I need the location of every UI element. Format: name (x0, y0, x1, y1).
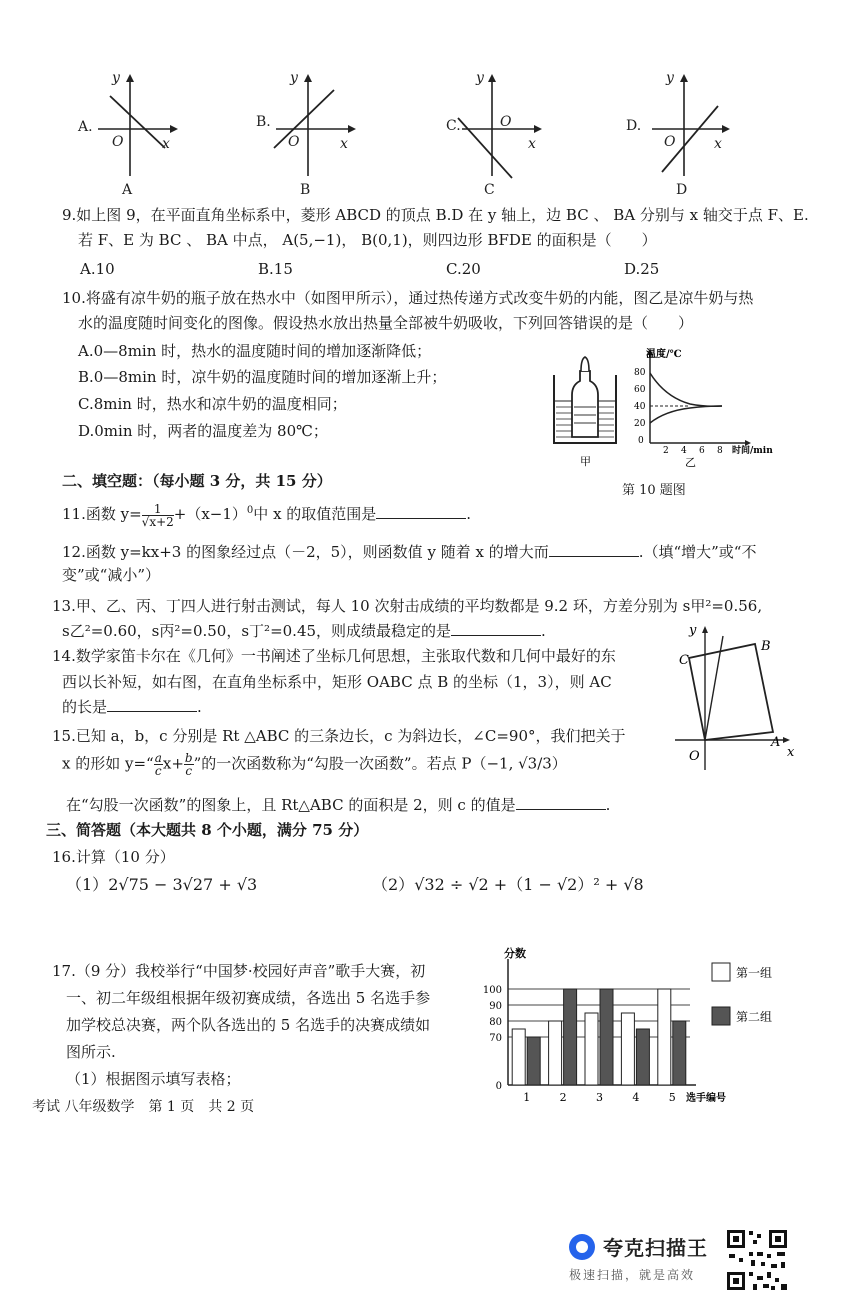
q15-mid: x+ (162, 754, 184, 773)
q13-end: . (541, 622, 546, 640)
q10-caption: 第 10 题图 (622, 483, 686, 498)
graph-a-x: x (162, 136, 170, 152)
ytick-100: 100 (482, 985, 502, 996)
q9-line1: 9.如上图 9，在平面直角坐标系中，菱形 ABCD 的顶点 B.D 在 y 轴上，边 BC 、 BA 分别与 x 轴交于点 F、E. (62, 206, 809, 224)
brand-logo-icon (569, 1234, 595, 1260)
graph-d-x: x (714, 136, 722, 152)
q14-line2: 西以长补短，如右图，在直角坐标系中，矩形 OABC 点 B 的坐标（1，3），则 AC (62, 673, 612, 691)
ytick-80: 80 (489, 1017, 502, 1028)
graph-c-o: O (500, 114, 512, 130)
q12-line2: 变”或“减小”） (62, 566, 161, 584)
ytick-0: 0 (495, 1081, 502, 1092)
graph-b (256, 70, 356, 198)
scanner-watermark (565, 1228, 805, 1298)
q14-end: . (197, 698, 202, 716)
fig-xtick-6: 6 (699, 446, 705, 456)
q12-tail: .（填“增大”或“不 (638, 543, 757, 561)
q9-option-a: A.10 (80, 260, 115, 278)
q10-option-a: A.0—8min 时，热水的温度随时间的增加逐渐降低； (78, 342, 432, 360)
q17-line2: 一、初二年级组根据年级初赛成绩，各选出 5 名选手参 (66, 989, 431, 1007)
q13-blank (451, 621, 541, 636)
ytick-70: 70 (489, 1033, 502, 1044)
q12-text: 12.函数 y=kx+3 的图象经过点（－2，5），则函数值 y 随着 x 的增大而 (62, 543, 549, 561)
q11-fraction (142, 503, 174, 528)
q12-blank (549, 542, 639, 557)
q9-option-d: D.25 (624, 260, 660, 278)
q11-end: . (466, 505, 472, 523)
xtick-4: 4 (632, 1091, 640, 1104)
graph-d-letter: D. (626, 118, 642, 134)
graph-a (77, 70, 178, 198)
graph-b-letter: B. (256, 114, 271, 130)
bar-2-2 (564, 989, 577, 1085)
q13-text: s乙²=0.60，s丙²=0.50，s丁²=0.45，则成绩最稳定的是 (62, 622, 452, 640)
q11-a: 11.函数 y= (62, 505, 142, 523)
graph-a-o: O (112, 134, 124, 150)
legend-swatch-1 (712, 963, 730, 981)
q15-c2: c (185, 764, 193, 778)
fig-ytick-60: 60 (634, 385, 646, 395)
q15-frac-a (154, 752, 163, 777)
bar-2-1 (527, 1037, 540, 1085)
q11-c: 中 x 的取值范围是 (253, 505, 377, 523)
graph-a-caption: A (122, 182, 133, 198)
q16-p2-label: （2） (372, 875, 415, 894)
legend-label-1: 第一组 (736, 966, 773, 980)
q8-graph-svg (70, 66, 750, 200)
q14-fig-o: O (689, 749, 700, 764)
beaker-icon (554, 357, 616, 443)
graph-a-y: y (112, 70, 120, 86)
q10-line1: 10.将盛有凉牛奶的瓶子放在热水中（如图甲所示），通过热传递方式改变牛奶的内能，图乙是凉牛奶与热 (62, 289, 754, 307)
graph-c-x: x (528, 136, 536, 152)
footer-text: 考试 八年级数学 第 1 页 共 2 页 (32, 1099, 255, 1115)
q10-figure-svg (540, 345, 800, 470)
q11-blank (376, 504, 466, 519)
q15-line2a: x 的形如 y=“ (62, 754, 154, 773)
graph-d-o: O (664, 134, 676, 150)
q11-den: √x+2 (141, 514, 174, 529)
bar-1-1 (512, 1029, 525, 1085)
bar-1-2 (549, 1021, 562, 1085)
graph-b-x: x (340, 136, 348, 152)
q15-blank (516, 795, 606, 810)
q16-p1-expr: 2√75 − 3√27 + √3 (108, 875, 258, 894)
fig-xtick-2: 2 (663, 446, 669, 456)
q16-p2-expr: √32 ÷ √2 +（1 − √2）² + √8 (414, 875, 644, 894)
bar-1-4 (621, 1013, 634, 1085)
legend-swatch-2 (712, 1007, 730, 1025)
q12-line1 (62, 541, 756, 563)
xtick-1: 1 (523, 1091, 531, 1104)
q14-text: 的长是 (62, 698, 108, 716)
bar-1-5 (658, 989, 671, 1085)
q17-line3: 加学校总决赛，两个队各选出的 5 名选手的决赛成绩如 (66, 1016, 431, 1034)
q11-sup: 0 (246, 505, 254, 516)
fig-ytick-40: 40 (634, 402, 646, 412)
fig-ytick-20: 20 (634, 419, 646, 429)
q14-blank (107, 697, 197, 712)
q17-line4: 图所示. (66, 1043, 116, 1061)
fig-label-jia: 甲 (580, 455, 591, 468)
q16-p1-label: （1） (66, 875, 109, 894)
ytick-90: 90 (489, 1001, 502, 1012)
q11 (62, 500, 471, 528)
q17-line1: 17.（9 分）我校举行“中国梦·校园好声音”歌手大赛，初 (52, 962, 426, 980)
q14-fig-x: x (787, 745, 795, 760)
graph-b-caption: B (300, 182, 311, 198)
q15-text: 在“勾股一次函数”的图象上，且 Rt△ABC 的面积是 2，则 c 的值是 (66, 796, 516, 814)
bar-2-4 (636, 1029, 649, 1085)
q13-line2 (62, 620, 546, 642)
q17-chart (480, 945, 800, 1105)
graph-c-y: y (476, 70, 484, 86)
section2-heading: 二、填空题：（每小题 3 分，共 15 分） (62, 472, 332, 490)
graph-c (446, 70, 542, 198)
q9-option-b: B.15 (258, 260, 293, 278)
fig-ytick-0: 0 (638, 436, 644, 446)
fig-xtick-4: 4 (681, 446, 687, 456)
q15-end: . (605, 796, 611, 814)
xtick-3: 3 (596, 1091, 603, 1104)
q16-part1 (66, 874, 257, 896)
xtick-2: 2 (559, 1091, 567, 1104)
brand-logo-inner (576, 1241, 588, 1253)
q15-b: b (184, 751, 193, 765)
graph-a-letter: A. (78, 119, 93, 135)
q8-graphs (70, 66, 750, 200)
fig-label-yi: 乙 (685, 456, 696, 469)
q15-frac-b (184, 752, 194, 777)
q17-line5: （1）根据图示填写表格； (66, 1070, 241, 1088)
q15-line2b: ”的一次函数称为“勾股一次函数”。若点 P（−1, √3/3） (193, 754, 567, 773)
q13-line1: 13.甲、乙、丙、丁四人进行射击测试，每人 10 次射击成绩的平均数都是 9.2 环，方差分别为 s甲²=0.56, (52, 597, 763, 615)
q11-num: 1 (142, 503, 174, 516)
q11-b: +（x−1） (173, 505, 247, 523)
xtick-5: 5 (668, 1091, 676, 1104)
q14-fig-a: A (771, 735, 781, 750)
bar-1-3 (585, 1013, 598, 1085)
q15-c1: c (154, 764, 162, 778)
temp-graph (634, 347, 773, 469)
y-axis-label: 分数 (504, 947, 526, 960)
brand-name: 夸克扫描王 (603, 1236, 708, 1260)
q16-part2 (372, 874, 644, 896)
section3-heading: 三、简答题（本大题共 8 个小题，满分 75 分） (46, 821, 369, 839)
q9-option-c: C.20 (446, 260, 481, 278)
q17-chart-svg (480, 945, 800, 1105)
q10-option-b: B.0—8min 时，凉牛奶的温度随时间的增加逐渐上升； (78, 368, 447, 386)
q9-line2: 若 F、E 为 BC 、 BA 中点， A(5,−1)， B(0,1)，则四边形 BFDE 的面积是（ ） (78, 231, 657, 249)
graph-d (626, 70, 730, 198)
fig-ytick-80: 80 (634, 368, 646, 378)
q10-option-d: D.0min 时，两者的温度差为 80℃； (78, 422, 328, 440)
q14-line1: 14.数学家笛卡尔在《几何》一书阐述了坐标几何思想，主张取代数和几何中最好的东 (52, 647, 616, 665)
bar-2-5 (673, 1021, 686, 1085)
q14-figure-svg (675, 622, 800, 772)
fig-xlabel: 时间/min (732, 446, 773, 456)
q14-fig-y: y (689, 623, 697, 638)
q15-line3 (66, 794, 610, 816)
q14-fig-c: C (679, 653, 689, 668)
q14-line3 (62, 696, 202, 718)
graph-b-y: y (290, 70, 298, 86)
q10-line2: 水的温度随时间变化的图像。假设热水放出热量全部被牛奶吸收，下列回答错误的是（ ） (78, 314, 694, 332)
q16-title: 16.计算（10 分） (52, 848, 175, 866)
q10-option-c: C.8min 时，热水和凉牛奶的温度相同； (78, 395, 347, 413)
x-axis-label: 选手编号 (686, 1093, 726, 1104)
q10-figure (540, 345, 800, 470)
brand-slogan: 极速扫描，就是高效 (569, 1268, 696, 1282)
graph-b-o: O (288, 134, 300, 150)
q14-figure (675, 622, 800, 772)
q14-fig-b: B (761, 639, 771, 654)
qr-code-icon (725, 1228, 789, 1292)
graph-d-caption: D (676, 182, 688, 198)
q15-line1: 15.已知 a，b，c 分别是 Rt △ABC 的三条边长，c 为斜边长，∠C=90°，我们把关于 (52, 727, 626, 745)
fig-ylabel: 温度/℃ (646, 349, 682, 360)
qr-code-svg (725, 1228, 789, 1292)
graph-c-caption: C (484, 182, 495, 198)
q15-a: a (154, 751, 162, 765)
q15-line2 (62, 752, 567, 777)
graph-c-letter: C. (446, 118, 461, 134)
legend-label-2: 第二组 (736, 1010, 773, 1024)
bar-2-3 (600, 989, 613, 1085)
fig-xtick-8: 8 (717, 446, 723, 456)
graph-d-y: y (666, 70, 674, 86)
